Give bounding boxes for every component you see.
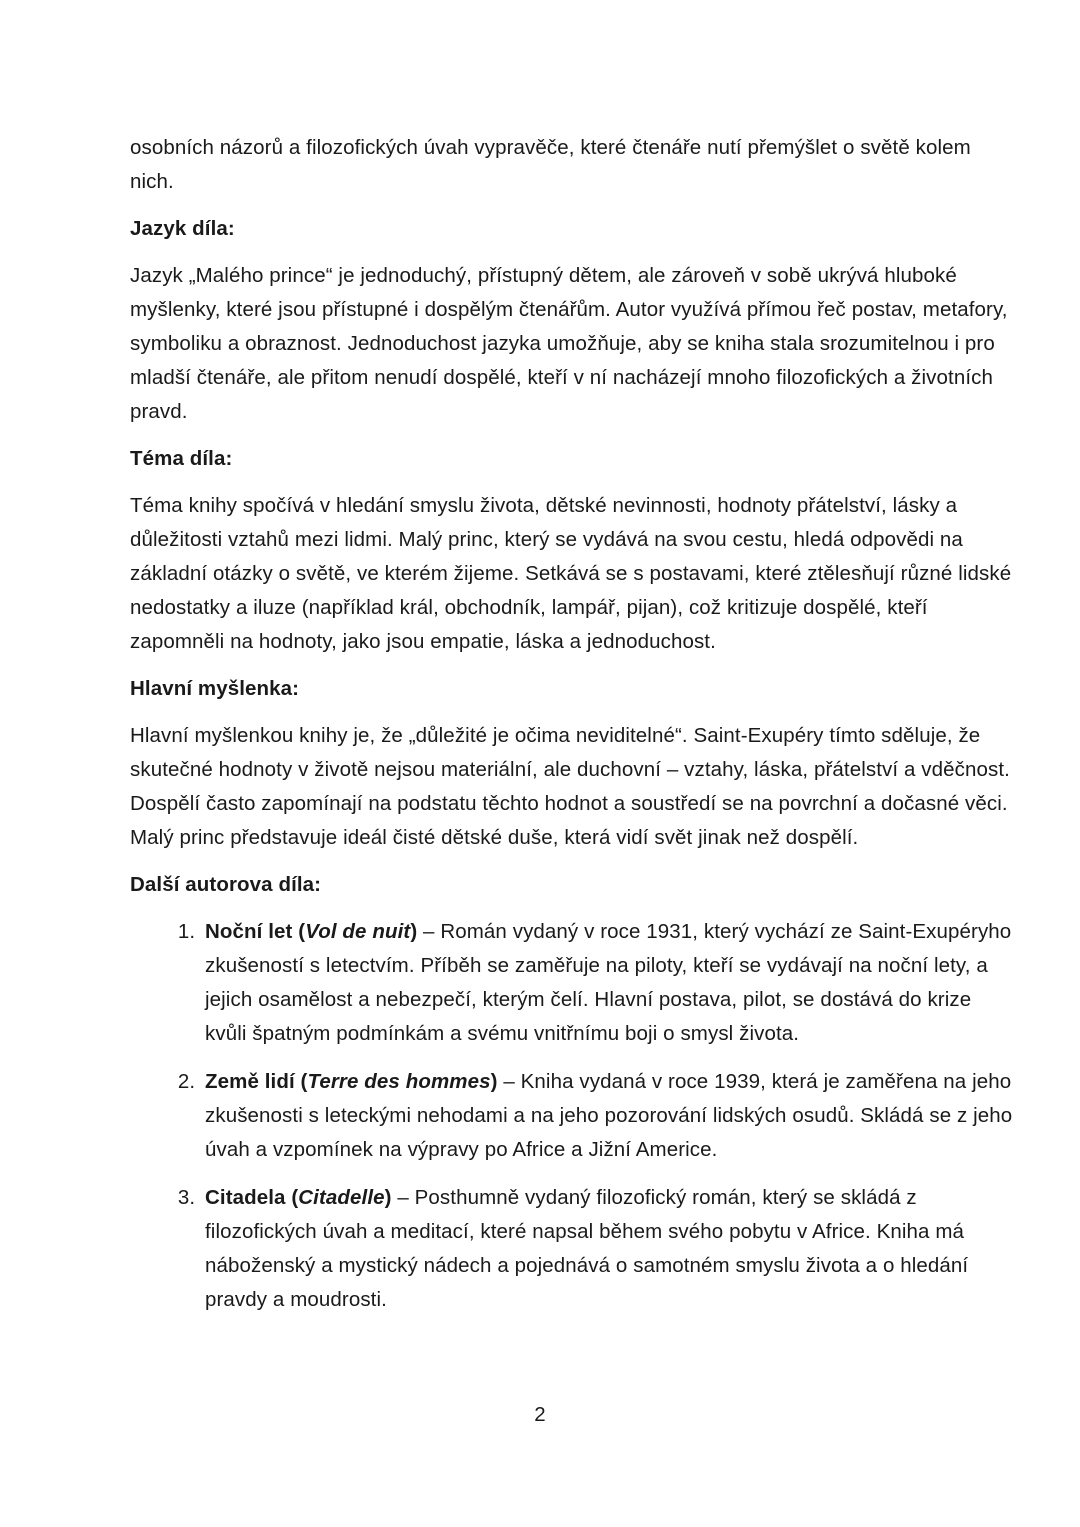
work-title-close: ) bbox=[384, 1186, 392, 1209]
list-item-zeme-lidi bbox=[201, 1065, 1014, 1167]
section-body-tema-dila: Téma knihy spočívá v hledání smyslu života, dětské nevinnosti, hodnoty přátelství, lásky a důležitosti vztahů mezi lidmi. Malý princ, který se vydává na svou cestu, hledá odpovědi na základní otázky o světě, ve kterém žijeme. Setkává se s postavami, které ztělesňují různé lidské nedostatky a iluze (například král, obchodník, lampář, pijan), což kritizuje dospělé, kteří zapomněli na hodnoty, jako jsou empatie, láska a jednoduchost. bbox=[130, 494, 1012, 653]
section-heading-hlavni-myslenka: Hlavní myšlenka: bbox=[130, 677, 300, 700]
intro-paragraph: osobních názorů a filozofických úvah vypravěče, které čtenáře nutí přemýšlet o světě kolem nich. bbox=[130, 136, 971, 193]
page-number: 2 bbox=[534, 1403, 546, 1426]
work-title: Citadela ( bbox=[205, 1186, 299, 1209]
work-title-original: Terre des hommes bbox=[307, 1070, 491, 1093]
work-description: – Posthumně vydaný filozofický román, který se skládá z filozofických úvah a meditací, které napsal během svého pobytu v Africe. Kniha má náboženský a mystický nádech a pojednává o samotném smyslu života a o hledání pravdy a moudrosti. bbox=[205, 1186, 969, 1311]
section-heading-tema-dila: Téma díla: bbox=[130, 447, 233, 470]
work-title-close: ) bbox=[410, 920, 418, 943]
works-list bbox=[130, 915, 1014, 1317]
work-title: Země lidí ( bbox=[205, 1070, 308, 1093]
section-heading-dalsi-autorova-dila: Další autorova díla: bbox=[130, 873, 322, 896]
list-item-nocni-let bbox=[201, 915, 1014, 1051]
work-title-original: Citadelle bbox=[298, 1186, 385, 1209]
work-description: – Román vydaný v roce 1931, který vychází ze Saint-Exupéryho zkušeností s letectvím. Příběh se zaměřuje na piloty, kteří se vydávají na noční lety, a jejich osamělost a nebezpečí, kterým čelí. Hlavní postava, pilot, se dostává do krize kvůli špatným podmínkám a svému vnitřnímu boji o smysl života. bbox=[205, 920, 1012, 1045]
section-body-jazyk-dila: Jazyk „Malého prince“ je jednoduchý, přístupný dětem, ale zároveň v sobě ukrývá hluboké myšlenky, které jsou přístupné i dospělým čtenářům. Autor využívá přímou řeč postav, metafory, symboliku a obraznost. Jednoduchost jazyka umožňuje, aby se kniha stala srozumitelnou i pro mladší čtenáře, ale přitom nenudí dospělé, kteří v ní nacházejí mnoho filozofických a životních pravd. bbox=[130, 264, 1008, 423]
section-body-hlavni-myslenka: Hlavní myšlenkou knihy je, že „důležité je očima neviditelné“. Saint-Exupéry tímto sděluje, že skutečné hodnoty v životě nejsou materiální, ale duchovní – vztahy, láska, přátelství a vděčnost. Dospělí často zapomínají na podstatu těchto hodnot a soustředí se na povrchní a dočasné věci. Malý princ představuje ideál čisté dětské duše, která vidí svět jinak než dospělí. bbox=[130, 724, 1010, 849]
work-title: Noční let ( bbox=[205, 920, 306, 943]
work-title-original: Vol de nuit bbox=[305, 920, 411, 943]
work-description: – Kniha vydaná v roce 1939, která je zaměřena na jeho zkušenosti s leteckými nehodami a na jeho pozorování lidských osudů. Skládá se z jeho úvah a vzpomínek na výpravy po Africe a Jižní Americe. bbox=[205, 1070, 1013, 1161]
section-heading-jazyk-dila: Jazyk díla: bbox=[130, 217, 235, 240]
list-item-citadela bbox=[201, 1181, 1014, 1317]
work-title-close: ) bbox=[490, 1070, 498, 1093]
